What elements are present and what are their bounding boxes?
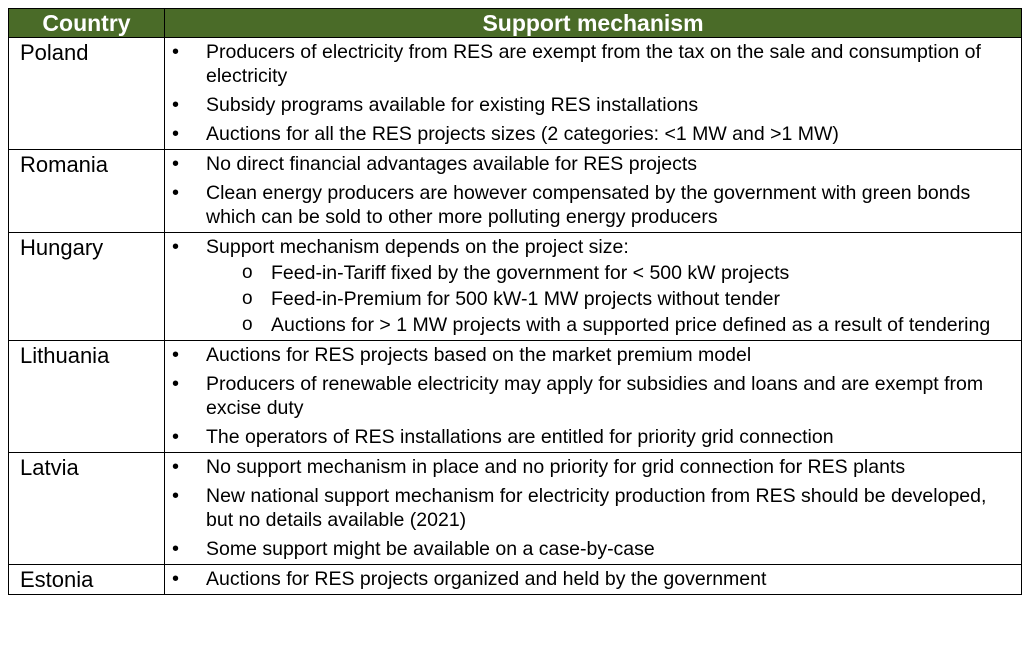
sub-bullet-item: o Feed-in-Premium for 500 kW-1 MW projects without tender <box>206 287 1013 311</box>
country-cell: Hungary <box>9 233 165 341</box>
country-cell: Romania <box>9 150 165 233</box>
bullet-item: • New national support mechanism for electricity production from RES should be developed, but no details available (2021) <box>165 484 1013 532</box>
sub-bullet-item: o Feed-in-Tariff fixed by the government for < 500 kW projects <box>206 261 1013 285</box>
table-row <box>9 233 1022 341</box>
bullet-list <box>165 455 1013 561</box>
bullet-item: • Subsidy programs available for existing RES installations <box>165 93 1013 117</box>
bullet-item: • No support mechanism in place and no priority for grid connection for RES plants <box>165 455 1013 479</box>
mechanism-cell <box>165 453 1022 565</box>
country-cell: Estonia <box>9 565 165 595</box>
bullet-list <box>165 567 1013 591</box>
bullet-item: • Auctions for RES projects organized and held by the government <box>165 567 1013 591</box>
bullet-item: • The operators of RES installations are entitled for priority grid connection <box>165 425 1013 449</box>
mechanism-cell <box>165 565 1022 595</box>
country-cell: Lithuania <box>9 341 165 453</box>
country-column-header: Country <box>9 9 165 38</box>
bullet-item <box>165 235 1013 337</box>
bullet-text: Support mechanism depends on the project size: <box>206 236 629 258</box>
bullet-item: • Producers of renewable electricity may apply for subsidies and loans and are exempt from excise duty <box>165 372 1013 420</box>
bullet-list <box>165 152 1013 229</box>
table-row <box>9 341 1022 453</box>
sub-bullet-item: o Auctions for > 1 MW projects with a supported price defined as a result of tendering <box>206 313 1013 337</box>
table-row <box>9 150 1022 233</box>
bullet-item: • Some support might be available on a case-by-case <box>165 537 1013 561</box>
bullet-item: • No direct financial advantages available for RES projects <box>165 152 1013 176</box>
country-cell: Latvia <box>9 453 165 565</box>
mechanism-cell <box>165 233 1022 341</box>
bullet-list <box>165 343 1013 449</box>
support-mechanism-table <box>8 8 1022 595</box>
bullet-item: • Auctions for all the RES projects sizes (2 categories: <1 MW and >1 MW) <box>165 122 1013 146</box>
header-row <box>9 9 1022 38</box>
bullet-list <box>165 40 1013 146</box>
bullet-item: • Producers of electricity from RES are exempt from the tax on the sale and consumption of electricity <box>165 40 1013 88</box>
bullet-list <box>165 235 1013 337</box>
mechanism-cell <box>165 341 1022 453</box>
table-row <box>9 38 1022 150</box>
country-cell: Poland <box>9 38 165 150</box>
table-row <box>9 453 1022 565</box>
mechanism-column-header: Support mechanism <box>165 9 1022 38</box>
bullet-item: • Auctions for RES projects based on the market premium model <box>165 343 1013 367</box>
mechanism-cell <box>165 150 1022 233</box>
mechanism-cell <box>165 38 1022 150</box>
bullet-item: • Clean energy producers are however compensated by the government with green bonds which can be sold to other more polluting energy producers <box>165 181 1013 229</box>
table-row <box>9 565 1022 595</box>
sub-bullet-list <box>206 261 1013 337</box>
